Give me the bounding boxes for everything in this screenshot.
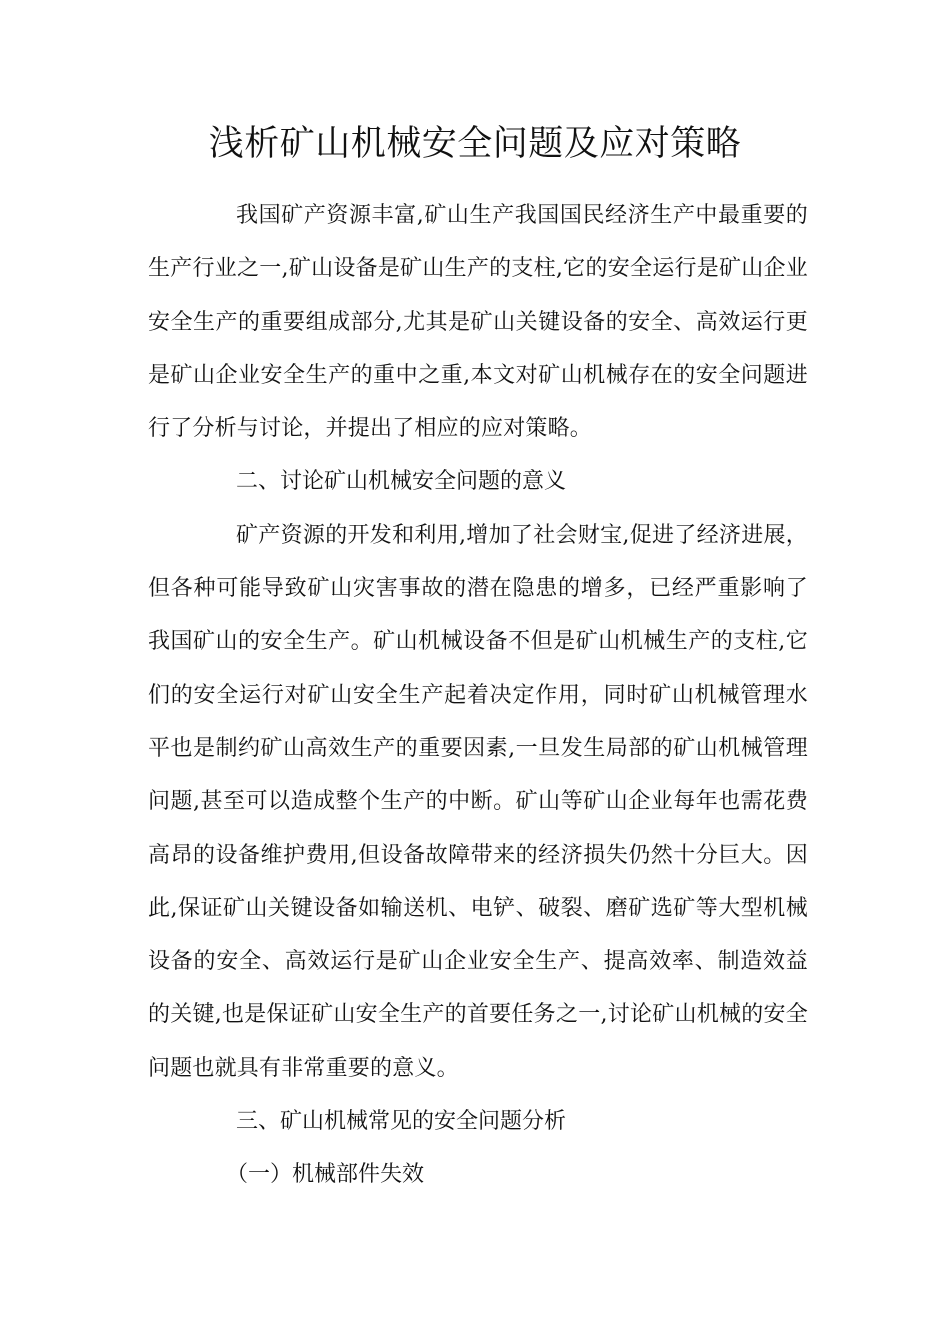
document-body — [148, 189, 808, 1202]
intro-paragraph: 我国矿产资源丰富,矿山生产我国国民经济生产中最重要的生产行业之一,矿山设备是矿山生产的支柱,它的安全运行是矿山企业安全生产的重要组成部分,尤其是矿山关键设备的安全、高效运行更是矿山企业安全生产的重中之重,本文对矿山机械存在的安全问题进行了分析与讨论，并提出了相应的应对策略。 — [148, 203, 808, 442]
section-heading-2: 二、讨论矿山机械安全问题的意义 — [236, 469, 567, 495]
subsection-heading-3-1: （一）机械部件失效 — [226, 1162, 425, 1188]
section-heading-3: 三、矿山机械常见的安全问题分析 — [236, 1109, 567, 1135]
document-title: 浅析矿山机械安全问题及应对策略 — [208, 124, 742, 164]
section-2-paragraph: 矿产资源的开发和利用,增加了社会财宝,促进了经济进展，但各种可能导致矿山灾害事故的潜在隐患的增多，已经严重影响了我国矿山的安全生产。矿山机械设备不但是矿山机械生产的支柱,它们的安全运行对矿山安全生产起着决定作用，同时矿山机械管理水平也是制约矿山高效生产的重要因素,一旦发生局部的矿山机械管理问题,甚至可以造成整个生产的中断。矿山等矿山企业每年也需花费高昂的设备维护费用,但设备故障带来的经济损失仍然十分巨大。因此,保证矿山关键设备如输送机、电铲、破裂、磨矿选矿等大型机械设备的安全、高效运行是矿山企业安全生产、提高效率、制造效益的关键,也是保证矿山安全生产的首要任务之一,讨论矿山机械的安全问题也就具有非常重要的意义。 — [148, 522, 808, 1081]
